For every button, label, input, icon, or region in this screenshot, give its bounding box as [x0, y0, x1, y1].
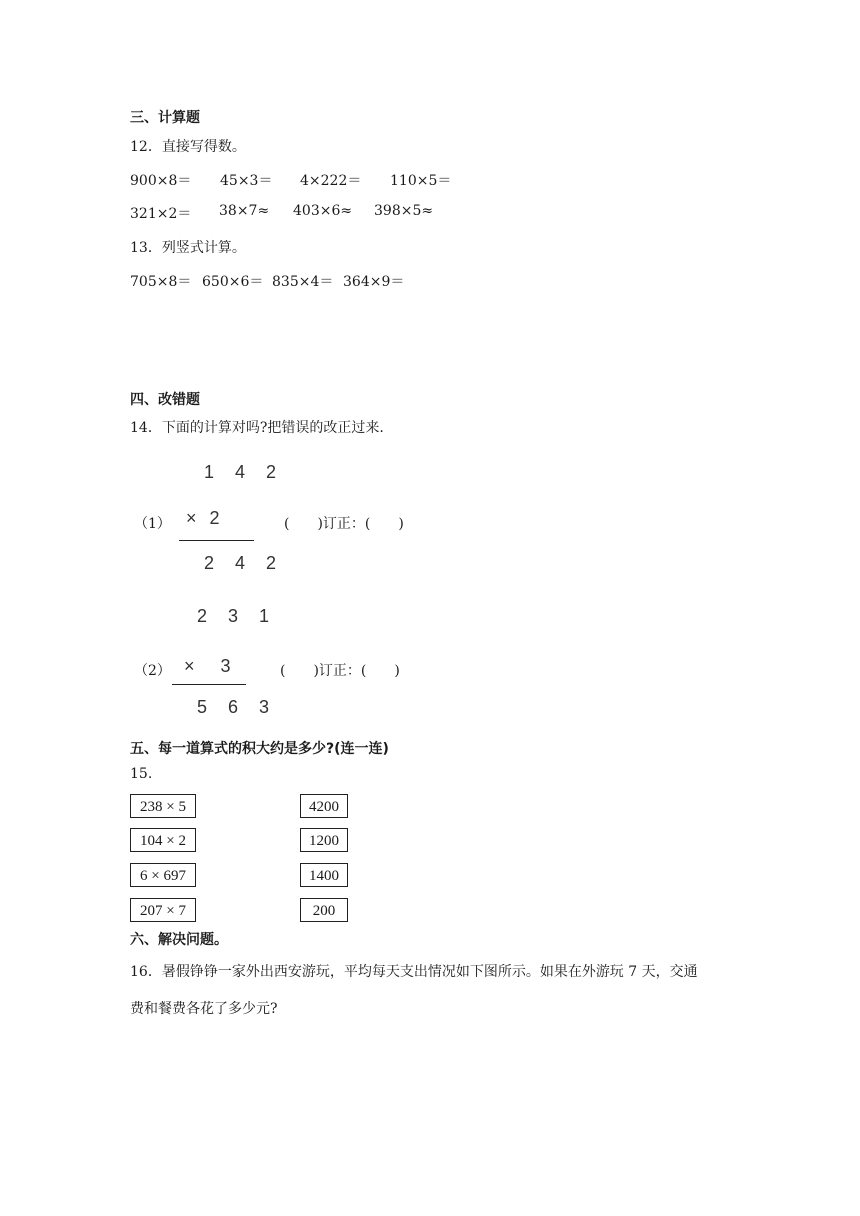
q12-expr: 45×3＝: [220, 173, 273, 189]
q13-expr: 705×8＝: [130, 274, 192, 290]
p1-multiplicand: 1 4 2: [204, 462, 285, 482]
question-16-line2: 费和餐费各花了多少元?: [130, 1001, 278, 1017]
q12-expr: 321×2＝: [130, 206, 192, 222]
p2-product: 5 6 3: [197, 697, 278, 717]
p2-index: （2）: [134, 663, 171, 679]
section-4-title: 四、改错题: [130, 392, 200, 408]
section-3-title: 三、计算题: [130, 110, 200, 126]
q12-expr: 403×6≈: [293, 203, 353, 219]
match-left-box[interactable]: 207 × 7: [130, 898, 196, 922]
p1-index: （1）: [134, 516, 171, 532]
q12-expr: 398×5≈: [374, 203, 434, 219]
question-13-label: 13．列竖式计算。: [130, 240, 246, 256]
match-left-box[interactable]: 238 × 5: [130, 794, 196, 818]
q12-expr: 4×222＝: [300, 173, 362, 189]
question-14-label: 14．下面的计算对吗?把错误的改正过来.: [130, 420, 384, 436]
match-right-box[interactable]: 1200: [300, 828, 348, 852]
match-left-box[interactable]: 6 × 697: [130, 863, 196, 887]
p2-underline: [172, 684, 246, 685]
question-15-label: 15.: [130, 766, 153, 782]
section-6-title: 六、解决问题。: [130, 932, 228, 948]
p2-multiplicand: 2 3 1: [197, 606, 278, 626]
p1-product: 2 4 2: [204, 553, 285, 573]
p1-multiplier: × 2: [186, 508, 224, 528]
match-right-box[interactable]: 1400: [300, 863, 348, 887]
match-left-box[interactable]: 104 × 2: [130, 828, 196, 852]
p1-underline: [179, 540, 254, 541]
q13-expr: 364×9＝: [343, 274, 405, 290]
q13-expr: 650×6＝: [202, 274, 264, 290]
q12-expr: 110×5＝: [390, 173, 452, 189]
q13-expr: 835×4＝: [272, 274, 334, 290]
match-right-box[interactable]: 200: [300, 898, 348, 922]
q12-expr: 900×8＝: [130, 173, 192, 189]
p1-answer-blank[interactable]: ( )订正：( ): [284, 516, 404, 532]
match-right-box[interactable]: 4200: [300, 794, 348, 818]
p2-multiplier: × 3: [184, 656, 235, 676]
section-5-title: 五、每一道算式的积大约是多少?(连一连): [130, 741, 389, 757]
question-12-label: 12．直接写得数。: [130, 139, 246, 155]
question-16-line1: 16．暑假铮铮一家外出西安游玩，平均每天支出情况如下图所示。如果在外游玩 7 天，交通: [130, 964, 698, 980]
q12-expr: 38×7≈: [219, 203, 270, 219]
p2-answer-blank[interactable]: ( )订正：( ): [280, 663, 400, 679]
